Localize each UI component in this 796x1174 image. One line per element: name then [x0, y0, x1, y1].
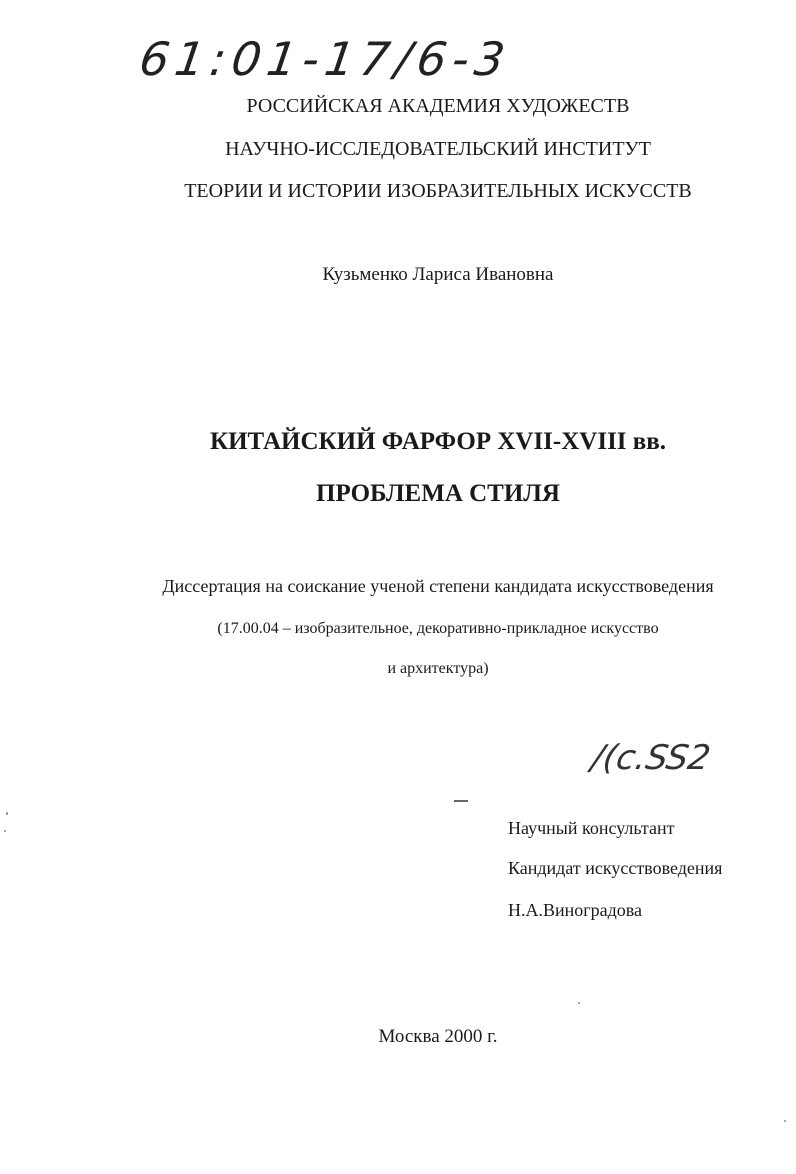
scan-speck	[4, 830, 6, 832]
advisor-degree: Кандидат искусствоведения	[508, 858, 723, 878]
degree-line-1: Диссертация на соискание ученой степени кандидата искусствоведения	[162, 576, 714, 596]
scan-mark	[454, 800, 468, 802]
scan-speck	[6, 812, 8, 815]
place-and-year: Москва 2000 г.	[378, 1026, 498, 1047]
advisor-role: Научный консультант	[508, 818, 675, 838]
institution-line-1: РОССИЙСКАЯ АКАДЕМИЯ ХУДОЖЕСТВ	[246, 95, 630, 117]
institution-line-2: НАУЧНО-ИССЛЕДОВАТЕЛЬСКИЙ ИНСТИТУТ	[225, 138, 651, 160]
dissertation-title-line-1: КИТАЙСКИЙ ФАРФОР XVII-XVIII вв.	[209, 428, 667, 455]
degree-line-2: (17.00.04 – изобразительное, декоративно-прикладное искусство	[217, 620, 659, 637]
degree-line-3: и архитектура)	[387, 660, 489, 677]
dissertation-title-line-2: ПРОБЛЕМА СТИЛЯ	[316, 480, 560, 507]
scan-speck	[578, 1002, 580, 1004]
scan-speck	[784, 1120, 786, 1122]
archive-code-handwritten: 61:01-17/6-3	[136, 32, 515, 86]
advisor-name: Н.А.Виноградова	[508, 900, 643, 920]
signature-mark: /(c.SS2	[588, 738, 714, 778]
institution-line-3: ТЕОРИИ И ИСТОРИИ ИЗОБРАЗИТЕЛЬНЫХ ИСКУССТВ	[184, 180, 692, 202]
author-name: Кузьменко Лариса Ивановна	[322, 264, 554, 285]
